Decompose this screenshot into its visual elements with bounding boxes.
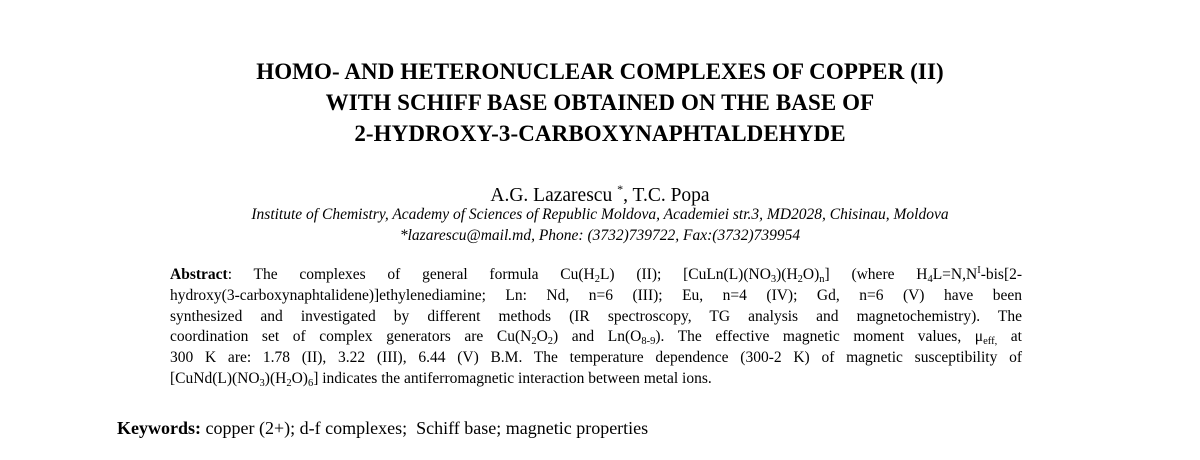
- abstract-line: 300 K are: 1.78 (II), 3.22 (III), 6.44 (V) B.M. The temperature dependence (300-2 K) of magnetic susceptibility of: [170, 349, 1022, 367]
- abstract-text: ] (where H: [824, 266, 928, 283]
- subscript: 2: [594, 274, 600, 285]
- abstract-line: synthesized and investigated by different methods (IR spectroscopy, TG analysis and magnetochemistry). The: [170, 307, 1022, 325]
- keywords-label: Keywords:: [117, 418, 201, 438]
- paper-title: [0, 56, 1200, 149]
- keywords-text: copper (2+); d-f complexes; Schiff base; magnetic properties: [201, 418, 649, 438]
- subscript: 8-9: [641, 336, 656, 348]
- abstract-line: [170, 369, 1022, 390]
- abstract-text: coordination set of complex generators are Cu(N: [170, 328, 532, 346]
- abstract-text: L) (II); [CuLn(L)(NO: [599, 266, 771, 283]
- subscript: eff,: [983, 336, 998, 348]
- author-separator: ,: [623, 185, 633, 206]
- title-line-1: HOMO- AND HETERONUCLEAR COMPLEXES OF COPPER (II): [256, 59, 944, 84]
- author-name: T.C. Popa: [632, 185, 710, 206]
- abstract-text: ] indicates the antiferromagnetic interaction between metal ions.: [313, 369, 712, 387]
- abstract-text: : The complexes of general formula Cu(H: [227, 266, 595, 283]
- title-line-3: 2-HYDROXY-3-CARBOXYNAPHTALDEHYDE: [354, 121, 846, 146]
- subscript: 3: [259, 377, 265, 389]
- subscript: 3: [770, 274, 777, 285]
- abstract-text: L=N,N: [932, 266, 978, 283]
- abstract: [170, 265, 1022, 390]
- abstract-text: )(H: [776, 266, 798, 283]
- subscript: 6: [307, 377, 314, 389]
- corresponding-author-mark: *: [617, 182, 624, 196]
- abstract-text: ) and Ln(O: [553, 328, 642, 346]
- subscript: 2: [531, 336, 537, 348]
- subscript: 2: [547, 336, 554, 348]
- affiliation: [0, 204, 1200, 246]
- abstract-text: ). The effective magnetic moment values, μ: [655, 328, 984, 346]
- abstract-text: at: [997, 328, 1022, 346]
- abstract-text: O): [291, 369, 308, 387]
- author-name: A.G. Lazarescu: [490, 185, 613, 206]
- abstract-line: [170, 265, 1022, 286]
- abstract-text: O: [536, 328, 548, 346]
- keywords: [117, 416, 648, 440]
- abstract-label: Abstract: [170, 266, 228, 283]
- abstract-line: [170, 327, 1022, 348]
- title-line-2: WITH SCHIFF BASE OBTAINED ON THE BASE OF: [325, 90, 875, 115]
- abstract-text: -bis[2-: [980, 266, 1023, 283]
- subscript: 2: [286, 377, 292, 389]
- subscript: n: [819, 274, 825, 285]
- abstract-line: hydroxy(3-carboxynaphtalidene)]ethylenediamine; Ln: Nd, n=6 (III); Eu, n=4 (IV); Gd, n=6 (V) have been: [170, 286, 1022, 304]
- abstract-text: )(H: [264, 369, 287, 387]
- abstract-text: [CuNd(L)(NO: [170, 369, 260, 387]
- contact-line: *lazarescu@mail.md, Phone: (3732)739722, Fax:(3732)739954: [399, 227, 801, 244]
- subscript: 2: [797, 274, 803, 285]
- superscript: I: [977, 265, 981, 276]
- institution-line: Institute of Chemistry, Academy of Sciences of Republic Moldova, Academiei str.3, MD2028, Chisinau, Moldova: [251, 206, 949, 223]
- subscript: 4: [927, 274, 933, 285]
- abstract-text: O): [802, 266, 820, 283]
